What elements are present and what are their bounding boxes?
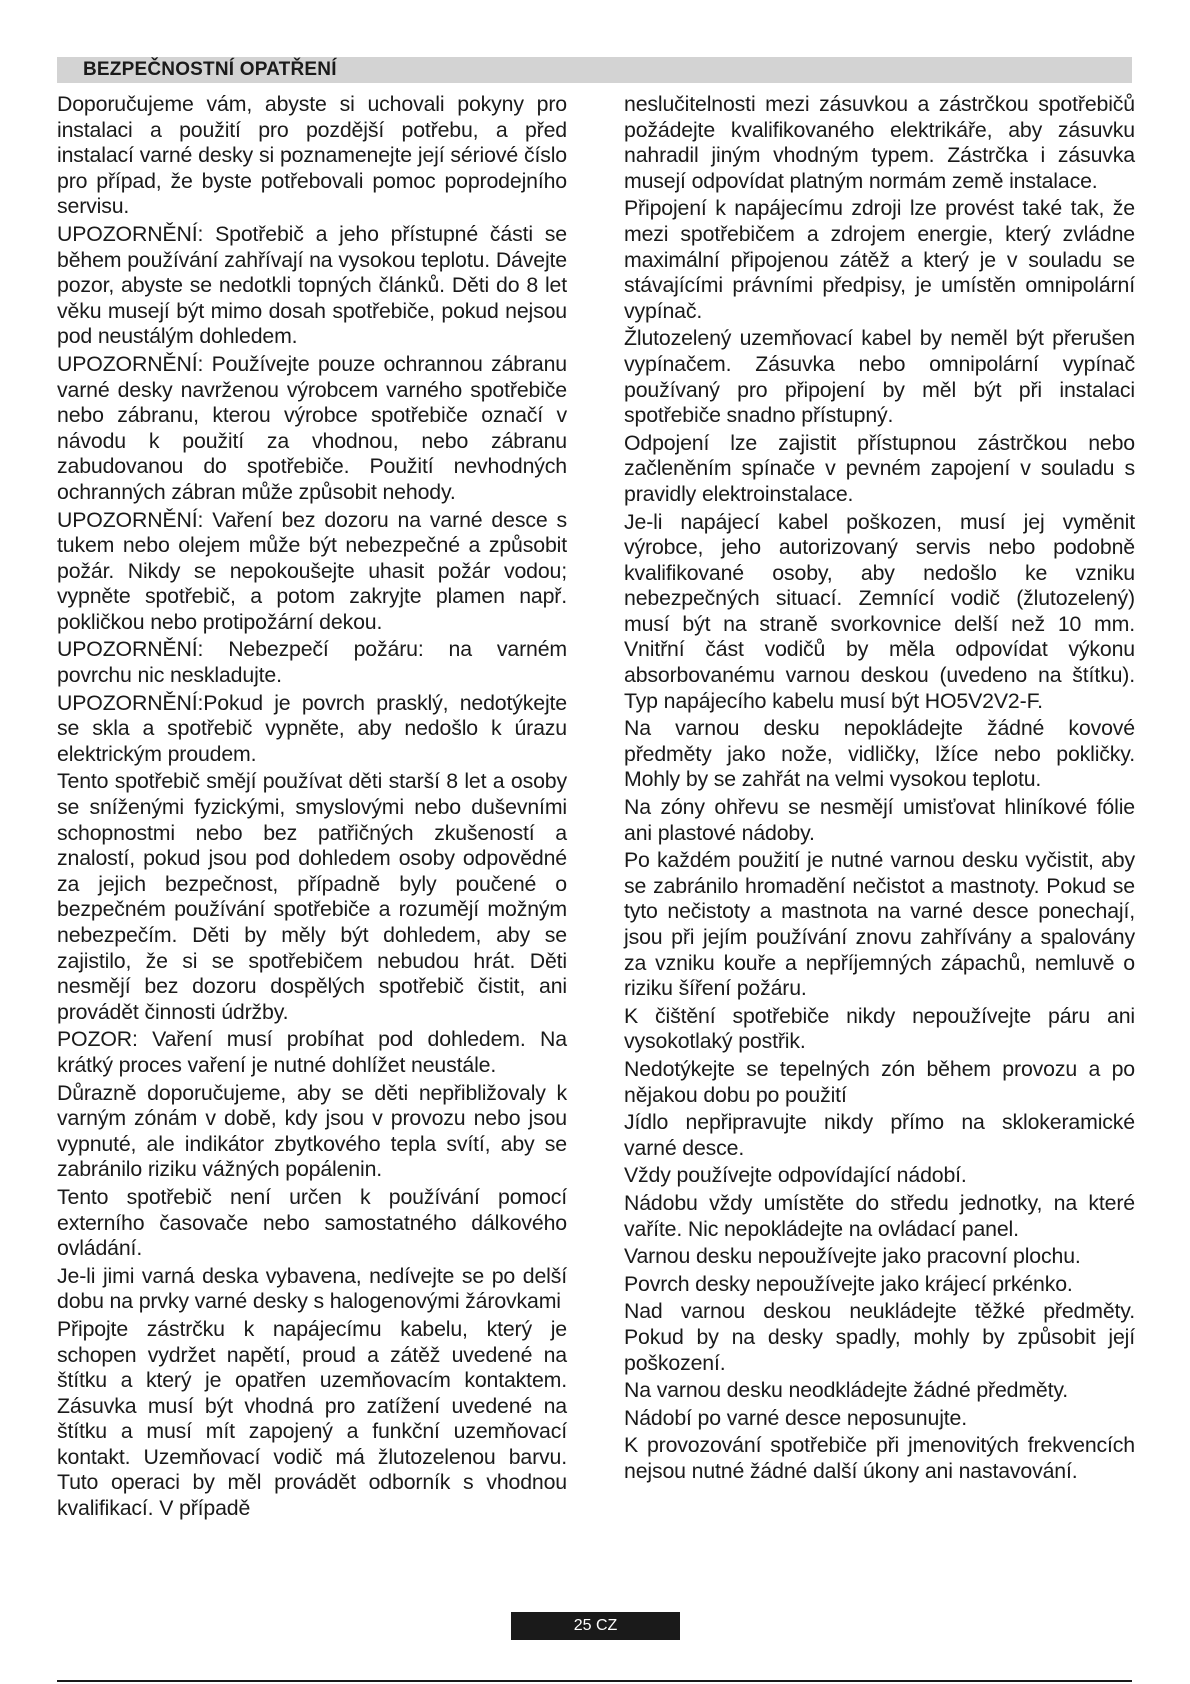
right-paragraph: K provozování spotřebiče při jmenovitých frekvencích nejsou nutné žádné další úkony ani nastavování. (624, 1433, 1135, 1483)
page-number: 25 CZ (511, 1612, 680, 1640)
bottom-divider (57, 1680, 1132, 1682)
left-paragraph: UPOZORNĚNÍ: Vaření bez dozoru na varné desce s tukem nebo olejem může být nebezpečné a způsobit požár. Nikdy se nepokoušejte uhasit požár vodou; vypněte spotřebič, a potom zakryjte plamen např. pokličkou nebo protipožární dekou. (57, 507, 567, 634)
right-paragraph: Nádobí po varné desce neposunujte. (624, 1405, 968, 1430)
left-paragraph: Je-li jimi varná deska vybavena, nedívejte se po delší dobu na prvky varné desky s halogenovými žárovkami (57, 1263, 567, 1314)
left-paragraph: UPOZORNĚNÍ: Spotřebič a jeho přístupné části se během používání zahřívají na vysokou teplotu. Dávejte pozor, abyste se nedotkli topných článků. Děti do 8 let věku musejí být mimo dosah spotřebiče, pokud nejsou pod neustálým dohledem. (57, 221, 567, 349)
right-paragraph: Nedotýkejte se tepelných zón během provozu a po nějakou dobu po použití (624, 1056, 1135, 1107)
right-paragraph: Na varnou desku nepokládejte žádné kovové předměty jako nože, vidličky, lžíce nebo pokličky. Mohly by se zahřát na velmi vysokou teplotu. (624, 716, 1135, 792)
left-paragraph: UPOZORNĚNÍ: Nebezpečí požáru: na varném povrchu nic neskladujte. (57, 637, 567, 688)
right-paragraph: Vždy používejte odpovídající nádobí. (624, 1163, 967, 1188)
right-paragraph: Odpojení lze zajistit přístupnou zástrčkou nebo začleněním spínače v pevném zapojení v souladu s pravidly elektroinstalace. (624, 430, 1135, 506)
left-paragraph: UPOZORNĚNÍ: Používejte pouze ochrannou zábranu varné desky navrženou výrobcem varného spotřebiče nebo zábranu, kterou výrobce spotřebiče označí v návodu k použití za vhodnou, nebo zábranu zabudovanou do spotřebiče. Použití nevhodných ochranných zábran může způsobit nehody. (57, 351, 567, 504)
left-paragraph: Připojte zástrčku k napájecímu kabelu, který je schopen vydržet napětí, proud a zátěž uvedené na štítku a který je opatřen uzemňovacím kontaktem. Zásuvka musí být vhodná pro zatížení uvedené na štítku a musí mít zapojený a funkční uzemňovací kontakt. Uzemňovací vodič má žlutozelenou barvu. Tuto operaci by měl provádět odborník s vhodnou kvalifikací. V případě (57, 1316, 567, 1521)
right-paragraph: Připojení k napájecímu zdroji lze provést také tak, že mezi spotřebičem a zdrojem energie, který zvládne maximální připojenou zátěž a který je v souladu se stávajícími právními předpisy, je umístěn omnipolární vypínač. (624, 196, 1135, 323)
right-paragraph: Na zóny ohřevu se nesmějí umisťovat hliníkové fólie ani plastové nádoby. (624, 795, 1135, 845)
left-paragraph: POZOR: Vaření musí probíhat pod dohledem. Na krátký proces vaření je nutné dohlížet neustále. (57, 1027, 567, 1077)
right-paragraph: Je-li napájecí kabel poškozen, musí jej vyměnit výrobce, jeho autorizovaný servis nebo podobně kvalifikované osoby, aby nedošlo ke vzniku nebezpečných situací. Zemnící vodič (žlutozelený) musí být na straně svorkovnice delší než 10 mm. Vnitřní část vodičů by měla odpovídat výkonu absorbovanému varnou deskou (uvedeno na štítku). Typ napájecího kabelu musí být HO5V2V2-F. (624, 509, 1135, 713)
right-paragraph: Žlutozelený uzemňovací kabel by neměl být přerušen vypínačem. Zásuvka nebo omnipolární vypínač používaný pro připojení by měl být při instalaci spotřebiče snadno přístupný. (624, 326, 1135, 428)
right-column (624, 92, 1135, 1486)
right-paragraph: neslučitelnosti mezi zásuvkou a zástrčkou spotřebičů požádejte kvalifikovaného elektrikáře, aby zásuvku nahradil jiným vhodným typem. Zástrčka i zásuvka musejí odpovídat platným normám země instalace. (624, 92, 1135, 193)
left-paragraph: Důrazně doporučujeme, aby se děti nepřibližovaly k varným zónám v době, kdy jsou v provozu nebo jsou vypnuté, ale indikátor zbytkového tepla svítí, aby se zabránilo riziku vážných popálenin. (57, 1080, 567, 1182)
section-title: BEZPEČNOSTNÍ OPATŘENÍ (83, 59, 337, 80)
right-paragraph: Nádobu vždy umístěte do středu jednotky, na které vaříte. Nic nepokládejte na ovládací panel. (624, 1190, 1135, 1241)
left-paragraph: Tento spotřebič není určen k používání pomocí externího časovače nebo samostatného dálkového ovládání. (57, 1184, 567, 1261)
right-paragraph: Na varnou desku neodkládejte žádné předměty. (624, 1378, 1069, 1403)
section-header-bar (57, 57, 1132, 83)
right-paragraph: Jídlo nepřipravujte nikdy přímo na sklokeramické varné desce. (624, 1110, 1135, 1160)
right-paragraph: Povrch desky nepoužívejte jako krájecí prkénko. (624, 1271, 1073, 1296)
left-paragraph: UPOZORNĚNÍ:Pokud je povrch prasklý, nedotýkejte se skla a spotřebič vypněte, aby nedošlo k úrazu elektrickým proudem. (57, 690, 567, 766)
right-paragraph: Nad varnou deskou neukládejte těžké předměty. Pokud by na desky spadly, mohly by způsobit její poškození. (624, 1299, 1135, 1375)
right-paragraph: K čištění spotřebiče nikdy nepoužívejte páru ani vysokotlaký postřik. (624, 1003, 1135, 1054)
left-paragraph: Doporučujeme vám, abyste si uchovali pokyny pro instalaci a použití pro pozdější potřebu, a před instalací varné desky si poznamenejte její sériové číslo pro případ, že byste potřebovali pomoc poprodejního servisu. (57, 92, 567, 219)
left-column (57, 92, 567, 1524)
right-paragraph: Po každém použití je nutné varnou desku vyčistit, aby se zabránilo hromadění nečistot a mastnoty. Pokud se tyto nečistoty a mastnota na varné desce ponechají, jsou při jejím používání znovu zahřívány a spalovány za vzniku kouře a nepříjemných zápachů, nemluvě o riziku šíření požáru. (624, 848, 1135, 1001)
left-paragraph: Tento spotřebič smějí používat děti starší 8 let a osoby se sníženými fyzickými, smyslovými nebo duševními schopnostmi nebo bez patřičných zkušeností a znalostí, pokud jsou pod dohledem osoby odpovědné za jejich bezpečnost, případně byly poučené o bezpečném používání spotřebiče a rozumějí možným nebezpečím. Děti by měly být dohledem, aby se zajistilo, že si se spotřebičem nebudou hrát. Děti nesmějí bez dozoru dospělých spotřebič čistit, ani provádět činnosti údržby. (57, 769, 567, 1024)
right-paragraph: Varnou desku nepoužívejte jako pracovní plochu. (624, 1244, 1081, 1269)
